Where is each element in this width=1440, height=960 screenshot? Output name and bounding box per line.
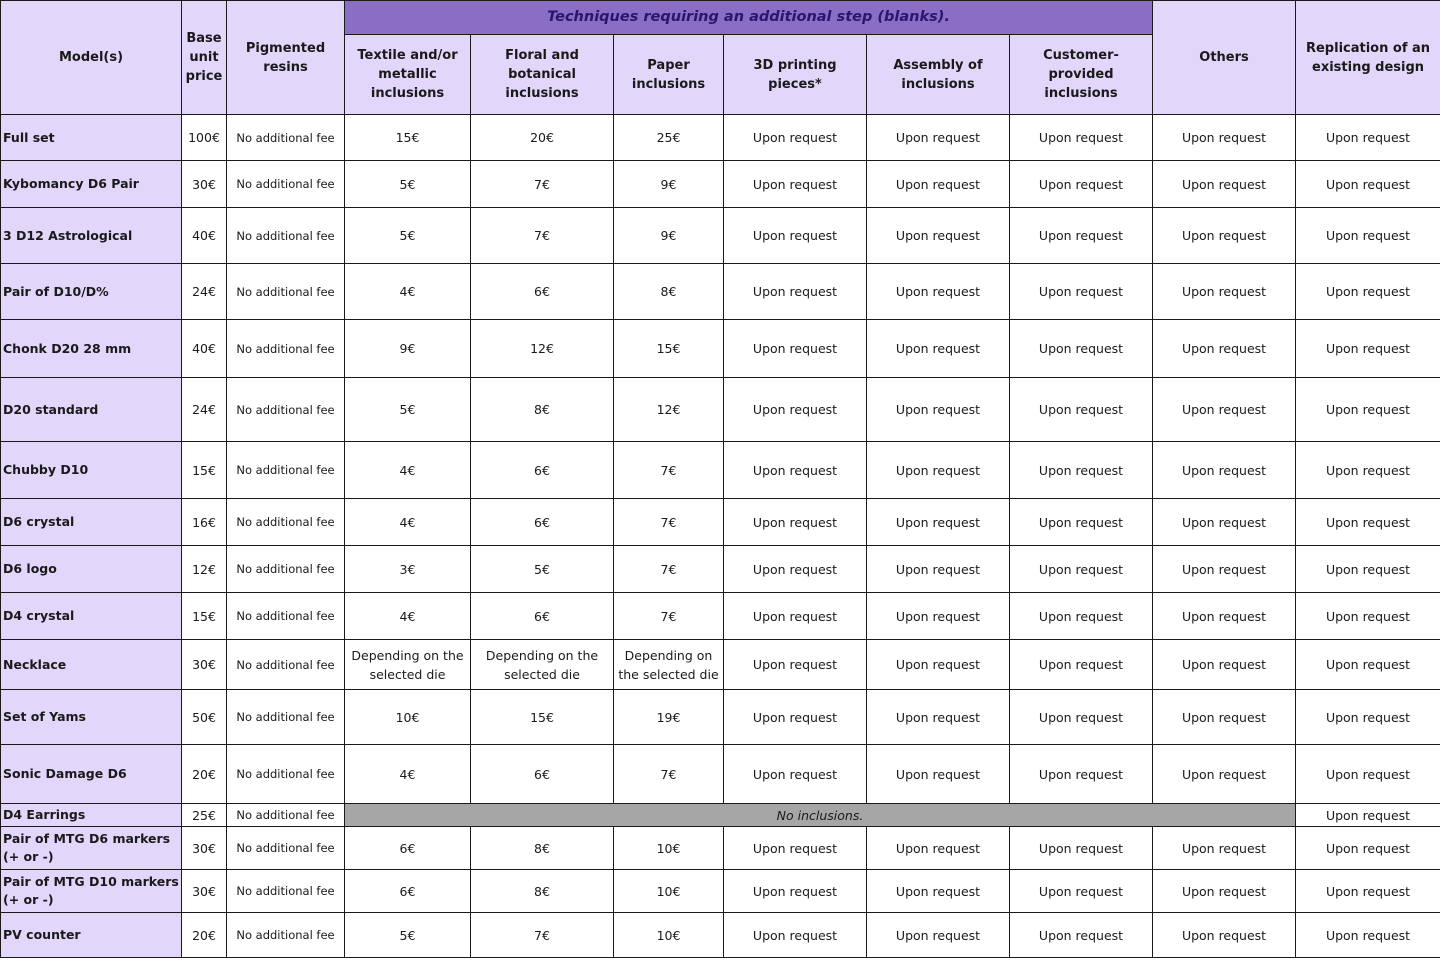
assembly-cell: Upon request — [867, 378, 1010, 442]
others-cell: Upon request — [1153, 442, 1296, 499]
pigmented-fee-cell: No additional fee — [227, 208, 345, 264]
base-price-cell: 30€ — [182, 827, 227, 870]
base-price-cell: 24€ — [182, 378, 227, 442]
model-cell: 3 D12 Astrological — [1, 208, 182, 264]
paper-price-cell: 7€ — [614, 499, 724, 546]
model-cell: D6 crystal — [1, 499, 182, 546]
textile-price-cell: 5€ — [345, 378, 471, 442]
pigmented-fee-cell: No additional fee — [227, 640, 345, 690]
replication-cell: Upon request — [1296, 827, 1440, 870]
customer-inclusions-cell: Upon request — [1010, 593, 1153, 640]
others-cell: Upon request — [1153, 161, 1296, 208]
no-inclusions-cell: No inclusions. — [345, 804, 1296, 827]
assembly-cell: Upon request — [867, 827, 1010, 870]
others-cell: Upon request — [1153, 913, 1296, 958]
header-model: Model(s) — [1, 1, 182, 115]
3d-printing-cell: Upon request — [724, 320, 867, 378]
pigmented-fee-cell: No additional fee — [227, 690, 345, 745]
model-cell: D4 crystal — [1, 593, 182, 640]
3d-printing-cell: Upon request — [724, 208, 867, 264]
customer-inclusions-cell: Upon request — [1010, 546, 1153, 593]
assembly-cell: Upon request — [867, 546, 1010, 593]
table-body — [1, 115, 1440, 958]
textile-price-cell: 4€ — [345, 499, 471, 546]
textile-price-cell: 4€ — [345, 593, 471, 640]
table-row — [1, 115, 1440, 161]
customer-inclusions-cell: Upon request — [1010, 827, 1153, 870]
others-cell: Upon request — [1153, 264, 1296, 320]
3d-printing-cell: Upon request — [724, 593, 867, 640]
customer-inclusions-cell: Upon request — [1010, 378, 1153, 442]
model-cell: Pair of D10/D% — [1, 264, 182, 320]
table-row — [1, 827, 1440, 870]
base-price-cell: 40€ — [182, 320, 227, 378]
textile-price-cell: 15€ — [345, 115, 471, 161]
base-price-cell: 16€ — [182, 499, 227, 546]
3d-printing-cell: Upon request — [724, 442, 867, 499]
floral-price-cell: 6€ — [471, 499, 614, 546]
others-cell: Upon request — [1153, 827, 1296, 870]
3d-printing-cell: Upon request — [724, 378, 867, 442]
pigmented-fee-cell: No additional fee — [227, 870, 345, 913]
others-cell: Upon request — [1153, 320, 1296, 378]
customer-inclusions-cell: Upon request — [1010, 442, 1153, 499]
assembly-cell: Upon request — [867, 208, 1010, 264]
floral-price-cell: 8€ — [471, 870, 614, 913]
customer-inclusions-cell: Upon request — [1010, 640, 1153, 690]
replication-cell: Upon request — [1296, 442, 1440, 499]
table-row — [1, 378, 1440, 442]
pigmented-fee-cell: No additional fee — [227, 264, 345, 320]
base-price-cell: 12€ — [182, 546, 227, 593]
replication-cell: Upon request — [1296, 593, 1440, 640]
floral-price-cell: 7€ — [471, 913, 614, 958]
textile-price-cell: 6€ — [345, 870, 471, 913]
table-row — [1, 804, 1440, 827]
header-assembly: Assembly of inclusions — [867, 35, 1010, 115]
pigmented-fee-cell: No additional fee — [227, 913, 345, 958]
model-cell: Pair of MTG D10 markers (+ or -) — [1, 870, 182, 913]
pigmented-fee-cell: No additional fee — [227, 161, 345, 208]
paper-price-cell: 10€ — [614, 827, 724, 870]
paper-price-cell: 7€ — [614, 546, 724, 593]
floral-price-cell: 6€ — [471, 745, 614, 804]
paper-price-cell: 10€ — [614, 913, 724, 958]
table-row — [1, 264, 1440, 320]
floral-price-cell: 7€ — [471, 208, 614, 264]
replication-cell: Upon request — [1296, 264, 1440, 320]
pigmented-fee-cell: No additional fee — [227, 320, 345, 378]
textile-price-cell: 4€ — [345, 745, 471, 804]
paper-price-cell: 10€ — [614, 870, 724, 913]
3d-printing-cell: Upon request — [724, 115, 867, 161]
assembly-cell: Upon request — [867, 320, 1010, 378]
3d-printing-cell: Upon request — [724, 913, 867, 958]
3d-printing-cell: Upon request — [724, 870, 867, 913]
textile-price-cell: 6€ — [345, 827, 471, 870]
paper-price-cell: 7€ — [614, 745, 724, 804]
table-row — [1, 690, 1440, 745]
floral-price-cell: 8€ — [471, 827, 614, 870]
table-row — [1, 745, 1440, 804]
base-price-cell: 30€ — [182, 640, 227, 690]
table-row — [1, 320, 1440, 378]
header-base-price: Base unit price — [182, 1, 227, 115]
paper-price-cell: 8€ — [614, 264, 724, 320]
customer-inclusions-cell: Upon request — [1010, 745, 1153, 804]
paper-price-cell: Depending on the selected die — [614, 640, 724, 690]
table-row — [1, 161, 1440, 208]
floral-price-cell: 7€ — [471, 161, 614, 208]
3d-printing-cell: Upon request — [724, 745, 867, 804]
floral-price-cell: Depending on the selected die — [471, 640, 614, 690]
model-cell: Set of Yams — [1, 690, 182, 745]
assembly-cell: Upon request — [867, 593, 1010, 640]
customer-inclusions-cell: Upon request — [1010, 690, 1153, 745]
model-cell: D4 Earrings — [1, 804, 182, 827]
textile-price-cell: Depending on the selected die — [345, 640, 471, 690]
paper-price-cell: 9€ — [614, 208, 724, 264]
base-price-cell: 24€ — [182, 264, 227, 320]
replication-cell: Upon request — [1296, 161, 1440, 208]
base-price-cell: 30€ — [182, 870, 227, 913]
table-row — [1, 208, 1440, 264]
pigmented-fee-cell: No additional fee — [227, 115, 345, 161]
pigmented-fee-cell: No additional fee — [227, 827, 345, 870]
floral-price-cell: 8€ — [471, 378, 614, 442]
customer-inclusions-cell: Upon request — [1010, 208, 1153, 264]
pigmented-fee-cell: No additional fee — [227, 499, 345, 546]
model-cell: Necklace — [1, 640, 182, 690]
others-cell: Upon request — [1153, 546, 1296, 593]
replication-cell: Upon request — [1296, 640, 1440, 690]
paper-price-cell: 12€ — [614, 378, 724, 442]
model-cell: Chonk D20 28 mm — [1, 320, 182, 378]
replication-cell: Upon request — [1296, 804, 1440, 827]
base-price-cell: 20€ — [182, 745, 227, 804]
textile-price-cell: 5€ — [345, 161, 471, 208]
model-cell: Kybomancy D6 Pair — [1, 161, 182, 208]
table-row — [1, 442, 1440, 499]
3d-printing-cell: Upon request — [724, 264, 867, 320]
replication-cell: Upon request — [1296, 870, 1440, 913]
header-paper: Paper inclusions — [614, 35, 724, 115]
base-price-cell: 30€ — [182, 161, 227, 208]
header-pigmented-resins: Pigmented resins — [227, 1, 345, 115]
table-row — [1, 640, 1440, 690]
paper-price-cell: 19€ — [614, 690, 724, 745]
customer-inclusions-cell: Upon request — [1010, 264, 1153, 320]
others-cell: Upon request — [1153, 378, 1296, 442]
header-customer: Customer-provided inclusions — [1010, 35, 1153, 115]
others-cell: Upon request — [1153, 115, 1296, 161]
header-textile: Textile and/or metallic inclusions — [345, 35, 471, 115]
pigmented-fee-cell: No additional fee — [227, 546, 345, 593]
others-cell: Upon request — [1153, 690, 1296, 745]
table-row — [1, 593, 1440, 640]
others-cell: Upon request — [1153, 870, 1296, 913]
assembly-cell: Upon request — [867, 442, 1010, 499]
textile-price-cell: 3€ — [345, 546, 471, 593]
replication-cell: Upon request — [1296, 913, 1440, 958]
customer-inclusions-cell: Upon request — [1010, 499, 1153, 546]
pigmented-fee-cell: No additional fee — [227, 378, 345, 442]
model-cell: PV counter — [1, 913, 182, 958]
customer-inclusions-cell: Upon request — [1010, 115, 1153, 161]
assembly-cell: Upon request — [867, 499, 1010, 546]
3d-printing-cell: Upon request — [724, 161, 867, 208]
floral-price-cell: 6€ — [471, 593, 614, 640]
others-cell: Upon request — [1153, 208, 1296, 264]
pigmented-fee-cell: No additional fee — [227, 804, 345, 827]
floral-price-cell: 20€ — [471, 115, 614, 161]
assembly-cell: Upon request — [867, 870, 1010, 913]
base-price-cell: 40€ — [182, 208, 227, 264]
replication-cell: Upon request — [1296, 378, 1440, 442]
customer-inclusions-cell: Upon request — [1010, 913, 1153, 958]
3d-printing-cell: Upon request — [724, 640, 867, 690]
model-cell: Pair of MTG D6 markers (+ or -) — [1, 827, 182, 870]
3d-printing-cell: Upon request — [724, 690, 867, 745]
model-cell: D20 standard — [1, 378, 182, 442]
textile-price-cell: 4€ — [345, 442, 471, 499]
paper-price-cell: 25€ — [614, 115, 724, 161]
model-cell: D6 logo — [1, 546, 182, 593]
replication-cell: Upon request — [1296, 208, 1440, 264]
assembly-cell: Upon request — [867, 745, 1010, 804]
customer-inclusions-cell: Upon request — [1010, 161, 1153, 208]
replication-cell: Upon request — [1296, 115, 1440, 161]
paper-price-cell: 9€ — [614, 161, 724, 208]
assembly-cell: Upon request — [867, 913, 1010, 958]
3d-printing-cell: Upon request — [724, 546, 867, 593]
header-3d-printing: 3D printing pieces* — [724, 35, 867, 115]
textile-price-cell: 5€ — [345, 913, 471, 958]
base-price-cell: 15€ — [182, 442, 227, 499]
assembly-cell: Upon request — [867, 640, 1010, 690]
replication-cell: Upon request — [1296, 690, 1440, 745]
base-price-cell: 15€ — [182, 593, 227, 640]
assembly-cell: Upon request — [867, 690, 1010, 745]
base-price-cell: 25€ — [182, 804, 227, 827]
floral-price-cell: 15€ — [471, 690, 614, 745]
textile-price-cell: 4€ — [345, 264, 471, 320]
assembly-cell: Upon request — [867, 161, 1010, 208]
paper-price-cell: 15€ — [614, 320, 724, 378]
others-cell: Upon request — [1153, 593, 1296, 640]
paper-price-cell: 7€ — [614, 593, 724, 640]
3d-printing-cell: Upon request — [724, 827, 867, 870]
textile-price-cell: 9€ — [345, 320, 471, 378]
pigmented-fee-cell: No additional fee — [227, 442, 345, 499]
floral-price-cell: 5€ — [471, 546, 614, 593]
model-cell: Full set — [1, 115, 182, 161]
base-price-cell: 20€ — [182, 913, 227, 958]
assembly-cell: Upon request — [867, 264, 1010, 320]
floral-price-cell: 6€ — [471, 264, 614, 320]
textile-price-cell: 10€ — [345, 690, 471, 745]
table-row — [1, 913, 1440, 958]
replication-cell: Upon request — [1296, 546, 1440, 593]
base-price-cell: 100€ — [182, 115, 227, 161]
table-row — [1, 499, 1440, 546]
header-replication: Replication of an existing design — [1296, 1, 1440, 115]
replication-cell: Upon request — [1296, 320, 1440, 378]
header-others: Others — [1153, 1, 1296, 115]
others-cell: Upon request — [1153, 499, 1296, 546]
floral-price-cell: 6€ — [471, 442, 614, 499]
model-cell: Sonic Damage D6 — [1, 745, 182, 804]
customer-inclusions-cell: Upon request — [1010, 320, 1153, 378]
assembly-cell: Upon request — [867, 115, 1010, 161]
table-row — [1, 546, 1440, 593]
textile-price-cell: 5€ — [345, 208, 471, 264]
replication-cell: Upon request — [1296, 745, 1440, 804]
3d-printing-cell: Upon request — [724, 499, 867, 546]
header-floral: Floral and botanical inclusions — [471, 35, 614, 115]
customer-inclusions-cell: Upon request — [1010, 870, 1153, 913]
table-row — [1, 870, 1440, 913]
replication-cell: Upon request — [1296, 499, 1440, 546]
header-techniques-banner: Techniques requiring an additional step (blanks). — [345, 1, 1153, 35]
others-cell: Upon request — [1153, 640, 1296, 690]
pigmented-fee-cell: No additional fee — [227, 745, 345, 804]
floral-price-cell: 12€ — [471, 320, 614, 378]
paper-price-cell: 7€ — [614, 442, 724, 499]
pigmented-fee-cell: No additional fee — [227, 593, 345, 640]
model-cell: Chubby D10 — [1, 442, 182, 499]
base-price-cell: 50€ — [182, 690, 227, 745]
others-cell: Upon request — [1153, 745, 1296, 804]
